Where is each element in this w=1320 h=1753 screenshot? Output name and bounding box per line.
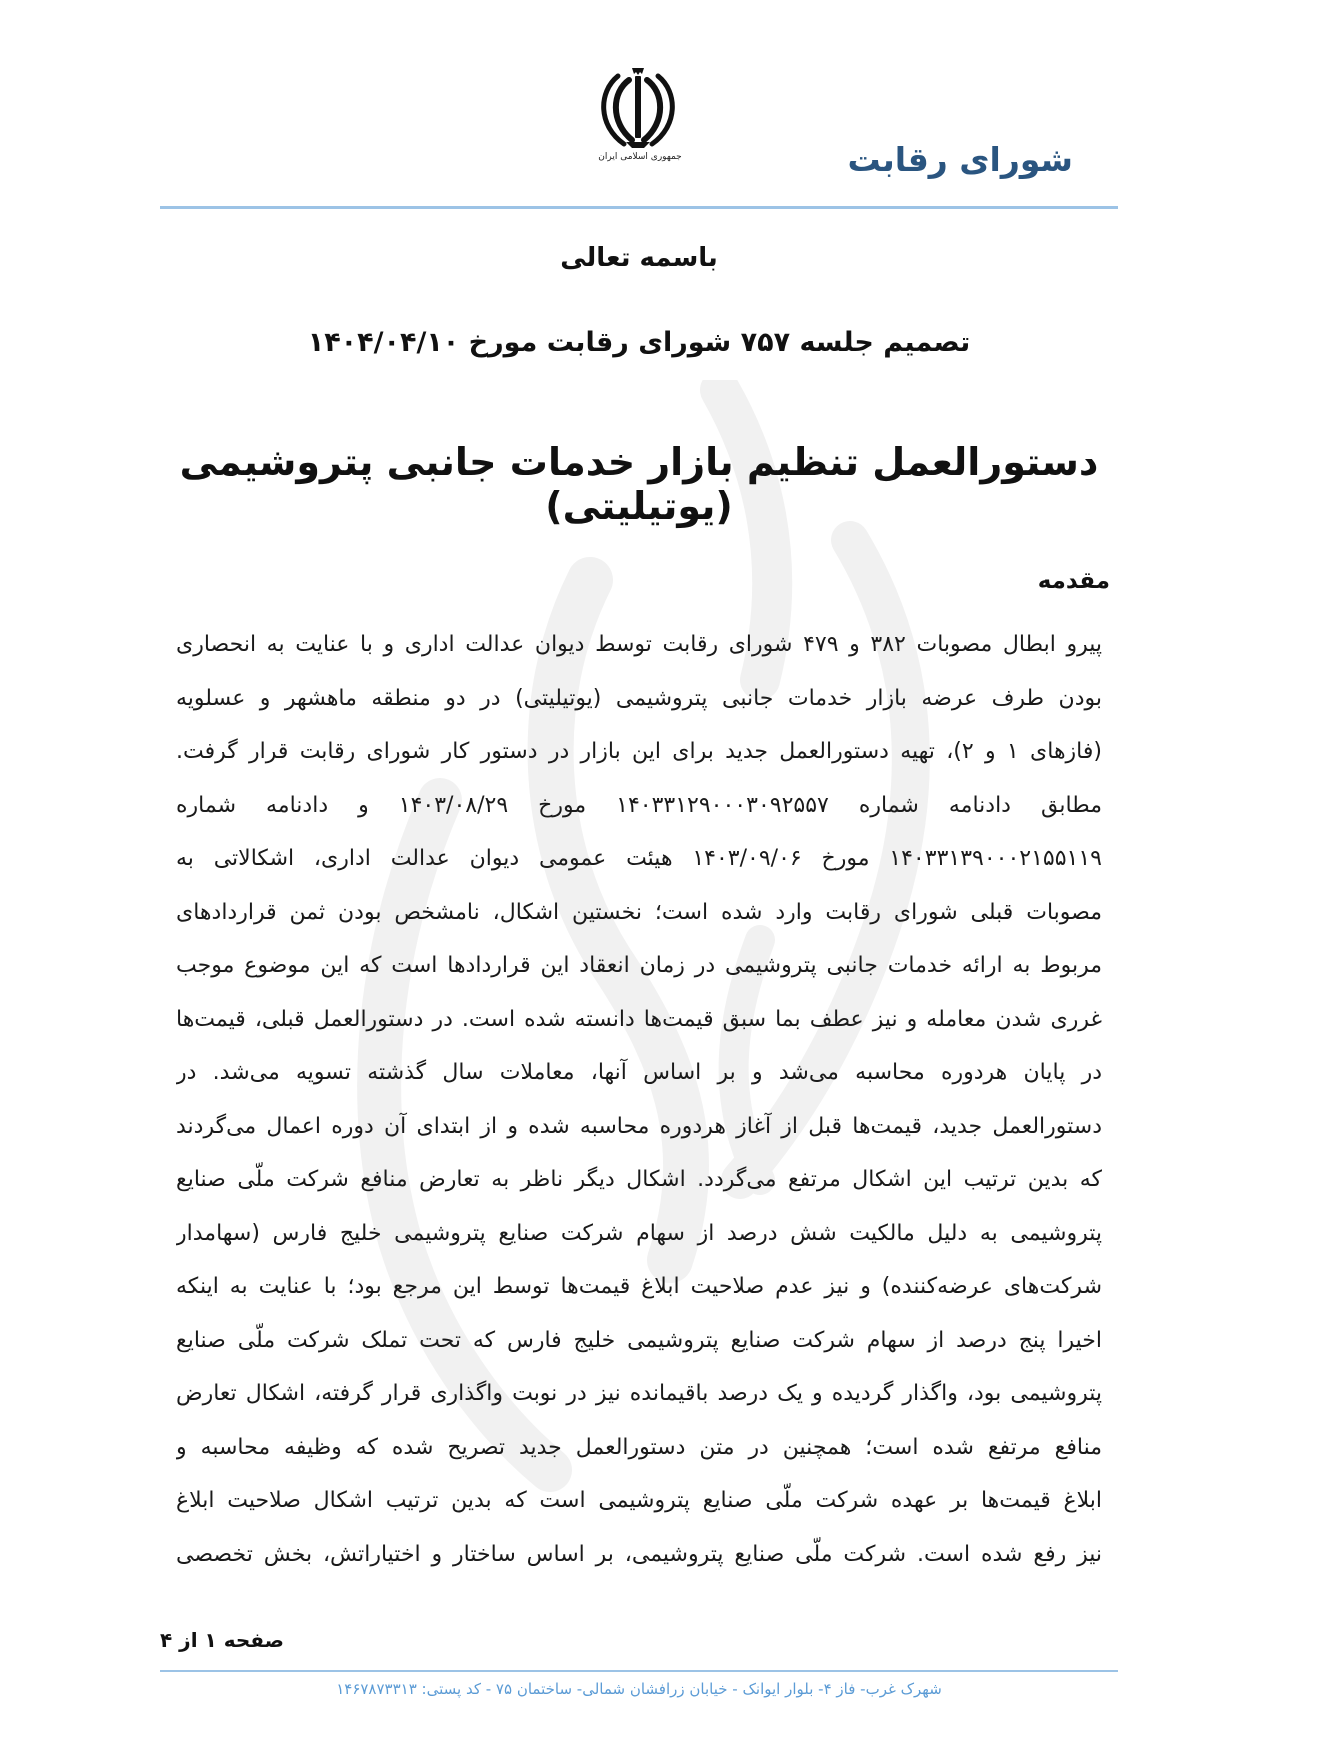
document-title: دستورالعمل تنظیم بازار خدمات جانبی پتروشیمی (یوتیلیتی) — [179, 440, 1099, 528]
paragraph-line: ۱۴۰۳۳۱۳۹۰۰۰۲۱۵۵۱۱۹ مورخ ۱۴۰۳/۰۹/۰۶ هیئت عمومی دیوان عدالت اداری، اشکالاتی به — [176, 846, 1102, 871]
section-heading-introduction: مقدمه — [1037, 568, 1110, 594]
paragraph-line: بودن طرف عرضه بازار خدمات جانبی پتروشیمی (یوتیلیتی) در دو منطقه ماهشهر و عسلویه — [176, 685, 1102, 711]
basmala-heading: باسمه تعالی — [560, 243, 718, 273]
paragraph-line: ابلاغ قیمت‌ها بر عهده شرکت ملّی صنایع پتروشیمی است که بدین ترتیب اشکال صلاحیت ابلاغ — [176, 1488, 1102, 1513]
paragraph-line: که بدین ترتیب این اشکال مرتفع می‌گردد. اشکال دیگر ناظر به تعارض منافع شرکت ملّی صنایع — [176, 1167, 1102, 1192]
organization-name: شورای رقابت — [847, 140, 1073, 179]
paragraph-line: نیز رفع شده است. شرکت ملّی صنایع پتروشیمی، بر اساس ساختار و اختیاراتش، بخش تخصصی — [176, 1541, 1102, 1567]
paragraph-line: منافع مرتفع شده است؛ همچنین در متن دستورالعمل جدید تصریح شده که وظیفه محاسبه و — [176, 1434, 1102, 1460]
paragraph-line: غرری شدن معامله و نیز عطف بما سبق قیمت‌ها دانسته شده است. در دستورالعمل قبلی، قیمت‌ها — [176, 1006, 1102, 1032]
introduction-paragraph — [176, 625, 1102, 1588]
paragraph-line: دستورالعمل جدید، قیمت‌ها قبل از آغاز هردوره محاسبه شده و از ابتدای آن دوره اعمال می‌گردند — [176, 1113, 1102, 1139]
paragraph-line: شرکت‌های عرضه‌کننده) و نیز عدم صلاحیت ابلاغ قیمت‌ها توسط این مرجع بود؛ با عنایت به اینکه — [176, 1274, 1102, 1299]
paragraph-line: در پایان هردوره محاسبه می‌شد و بر اساس آنها، معاملات سال گذشته تسویه می‌شد. در — [176, 1060, 1102, 1085]
paragraph-line: پتروشیمی به دلیل مالکیت شش درصد از سهام شرکت صنایع پتروشیمی خلیج فارس (سهامدار — [176, 1220, 1102, 1246]
meeting-decision-heading: تصمیم جلسه ۷۵۷ شورای رقابت مورخ ۱۴۰۴/۰۴/۱۰ — [307, 327, 971, 358]
page-number: صفحه ۱ از ۴ — [160, 1628, 284, 1652]
paragraph-line: مطابق دادنامه شماره ۱۴۰۳۳۱۲۹۰۰۰۳۰۹۲۵۵۷ مورخ ۱۴۰۳/۰۸/۲۹ و دادنامه شماره — [176, 792, 1102, 818]
paragraph-line: (فازهای ۱ و ۲)، تهیه دستورالعمل جدید برای این بازار در دستور کار شورای رقابت قرار گرفت. — [176, 739, 1102, 764]
paragraph-line: مربوط به ارائه خدمات جانبی پتروشیمی در زمان انعقاد این قراردادها است که این موضوع موجب — [176, 953, 1102, 978]
paragraph-line: پیرو ابطال مصوبات ۳۸۲ و ۴۷۹ شورای رقابت توسط دیوان عدالت اداری و با عنایت به انحصاری — [176, 632, 1102, 657]
iran-emblem-icon — [596, 62, 680, 150]
footer-divider — [160, 1670, 1118, 1672]
paragraph-line: مصوبات قبلی شورای رقابت وارد شده است؛ نخستین اشکال، نامشخص بودن ثمن قراردادهای — [176, 899, 1102, 925]
footer-address: شهرک غرب- فاز ۴- بلوار ایوانک - خیابان زرافشان شمالی- ساختمان ۷۵ - کد پستی: ۱۴۶۷۸۷۳۳۱۳ — [336, 1680, 942, 1698]
emblem-caption: جمهوری اسلامی ایران — [598, 152, 682, 162]
paragraph-line: اخیرا پنج درصد از سهام شرکت صنایع پتروشیمی خلیج فارس که تحت تملک شرکت ملّی صنایع — [176, 1327, 1102, 1353]
paragraph-line: پتروشیمی بود، واگذار گردیده و یک درصد باقیمانده نیز در نوبت واگذاری قرار گرفته، اشکال تعارض — [176, 1381, 1102, 1406]
header-divider — [160, 206, 1118, 209]
